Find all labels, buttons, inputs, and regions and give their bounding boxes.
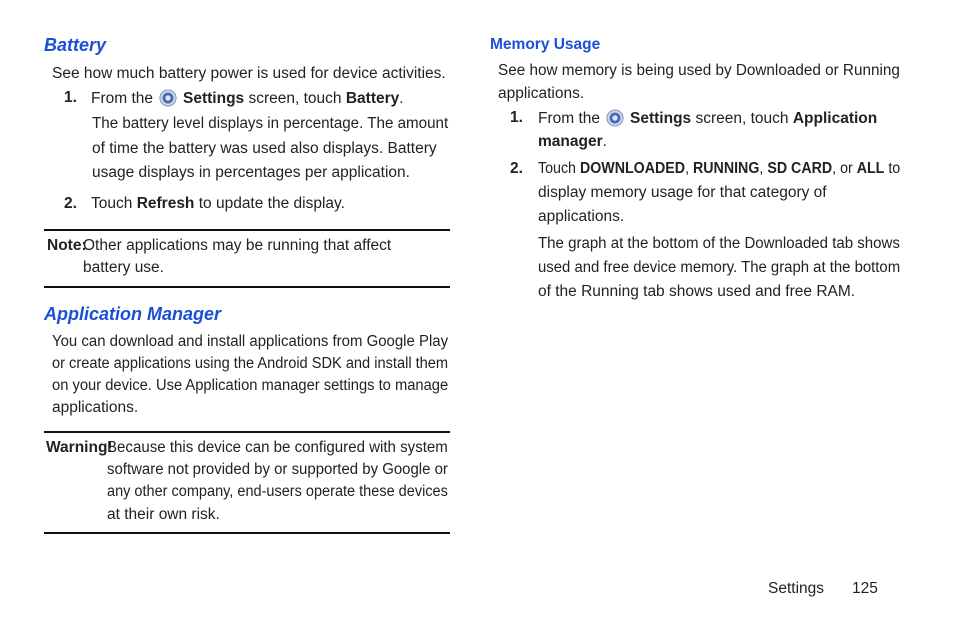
warning-text: Because this device can be configured with system [107,439,448,456]
application-label: Application [792,110,878,127]
memory-step1-text [538,109,877,128]
punctuation: , [685,160,690,177]
battery-label: Battery [345,90,400,107]
warning-text: any other company, end-users operate these devices [107,483,448,500]
battery-step1-text [91,89,404,108]
note-text: Other applications may be running that affect [83,237,392,254]
memory-intro-line: applications. [498,85,585,102]
warning-text: at their own risk. [107,506,220,523]
step-text: Touch [538,160,576,177]
settings-gear-icon [606,109,624,127]
memory-step1-number: 1. [510,109,523,126]
note-top-rule [44,229,450,231]
battery-step2-text [91,195,345,213]
app-manager-heading: Application Manager [44,304,222,324]
step-text: From the [91,90,154,107]
memory-step2-text [538,160,900,178]
settings-gear-icon [159,89,177,107]
battery-detail-line: of time the battery was used also displays. Battery [92,140,437,157]
app-manager-body-line: or create applications using the Android SDK and install them [52,355,449,372]
punctuation: , or [832,160,853,177]
warning-label: Warning! [46,439,113,456]
memory-step2-line: applications. [538,208,625,225]
battery-step1-number: 1. [64,89,77,106]
punctuation: . [602,133,607,150]
refresh-label: Refresh [136,195,195,212]
note-label: Note: [47,237,87,254]
all-label: ALL [856,160,885,177]
memory-usage-heading: Memory Usage [490,36,601,53]
memory-step2-number: 2. [510,160,523,177]
note-bottom-rule [44,286,450,288]
battery-step2-number: 2. [64,195,77,212]
manager-label: manager [538,133,603,150]
page-number: 125 [852,580,878,597]
punctuation: . [399,90,404,107]
step-text: From the [538,110,601,127]
step-text: screen, touch [248,90,342,107]
downloaded-label: DOWNLOADED [579,160,686,177]
step-text: to [888,160,901,177]
battery-heading: Battery [44,35,107,55]
footer-section-name: Settings [768,580,825,597]
note-text: battery use. [83,259,164,276]
warning-top-rule [44,431,450,433]
memory-detail-line: used and free device memory. The graph at the bottom [538,259,901,276]
battery-detail-line: usage displays in percentages per application. [92,164,410,181]
step-text: screen, touch [695,110,789,127]
punctuation: , [759,160,764,177]
app-manager-body-line: on your device. Use Application manager settings to manage [52,377,449,394]
running-label: RUNNING [692,160,760,177]
memory-step1-continued [538,133,607,151]
step-text: Touch [91,195,133,212]
memory-detail-line: The graph at the bottom of the Downloaded tab shows [538,235,900,252]
battery-detail-line: The battery level displays in percentage. The amount [92,115,449,132]
memory-detail-line: of the Running tab shows used and free RAM. [538,283,856,300]
app-manager-body-line: You can download and install applications from Google Play [52,333,449,350]
sd-card-label: SD CARD [767,160,833,177]
settings-label: Settings [630,110,692,127]
step-text: to update the display. [198,195,345,212]
app-manager-body-line: applications. [52,399,139,416]
memory-step2-line: display memory usage for that category of [538,184,827,201]
warning-text: software not provided by or supported by Google or [107,461,448,478]
warning-bottom-rule [44,532,450,534]
battery-intro: See how much battery power is used for device activities. [52,65,446,82]
memory-intro-line: See how memory is being used by Downloaded or Running [498,62,900,79]
settings-label: Settings [183,90,245,107]
